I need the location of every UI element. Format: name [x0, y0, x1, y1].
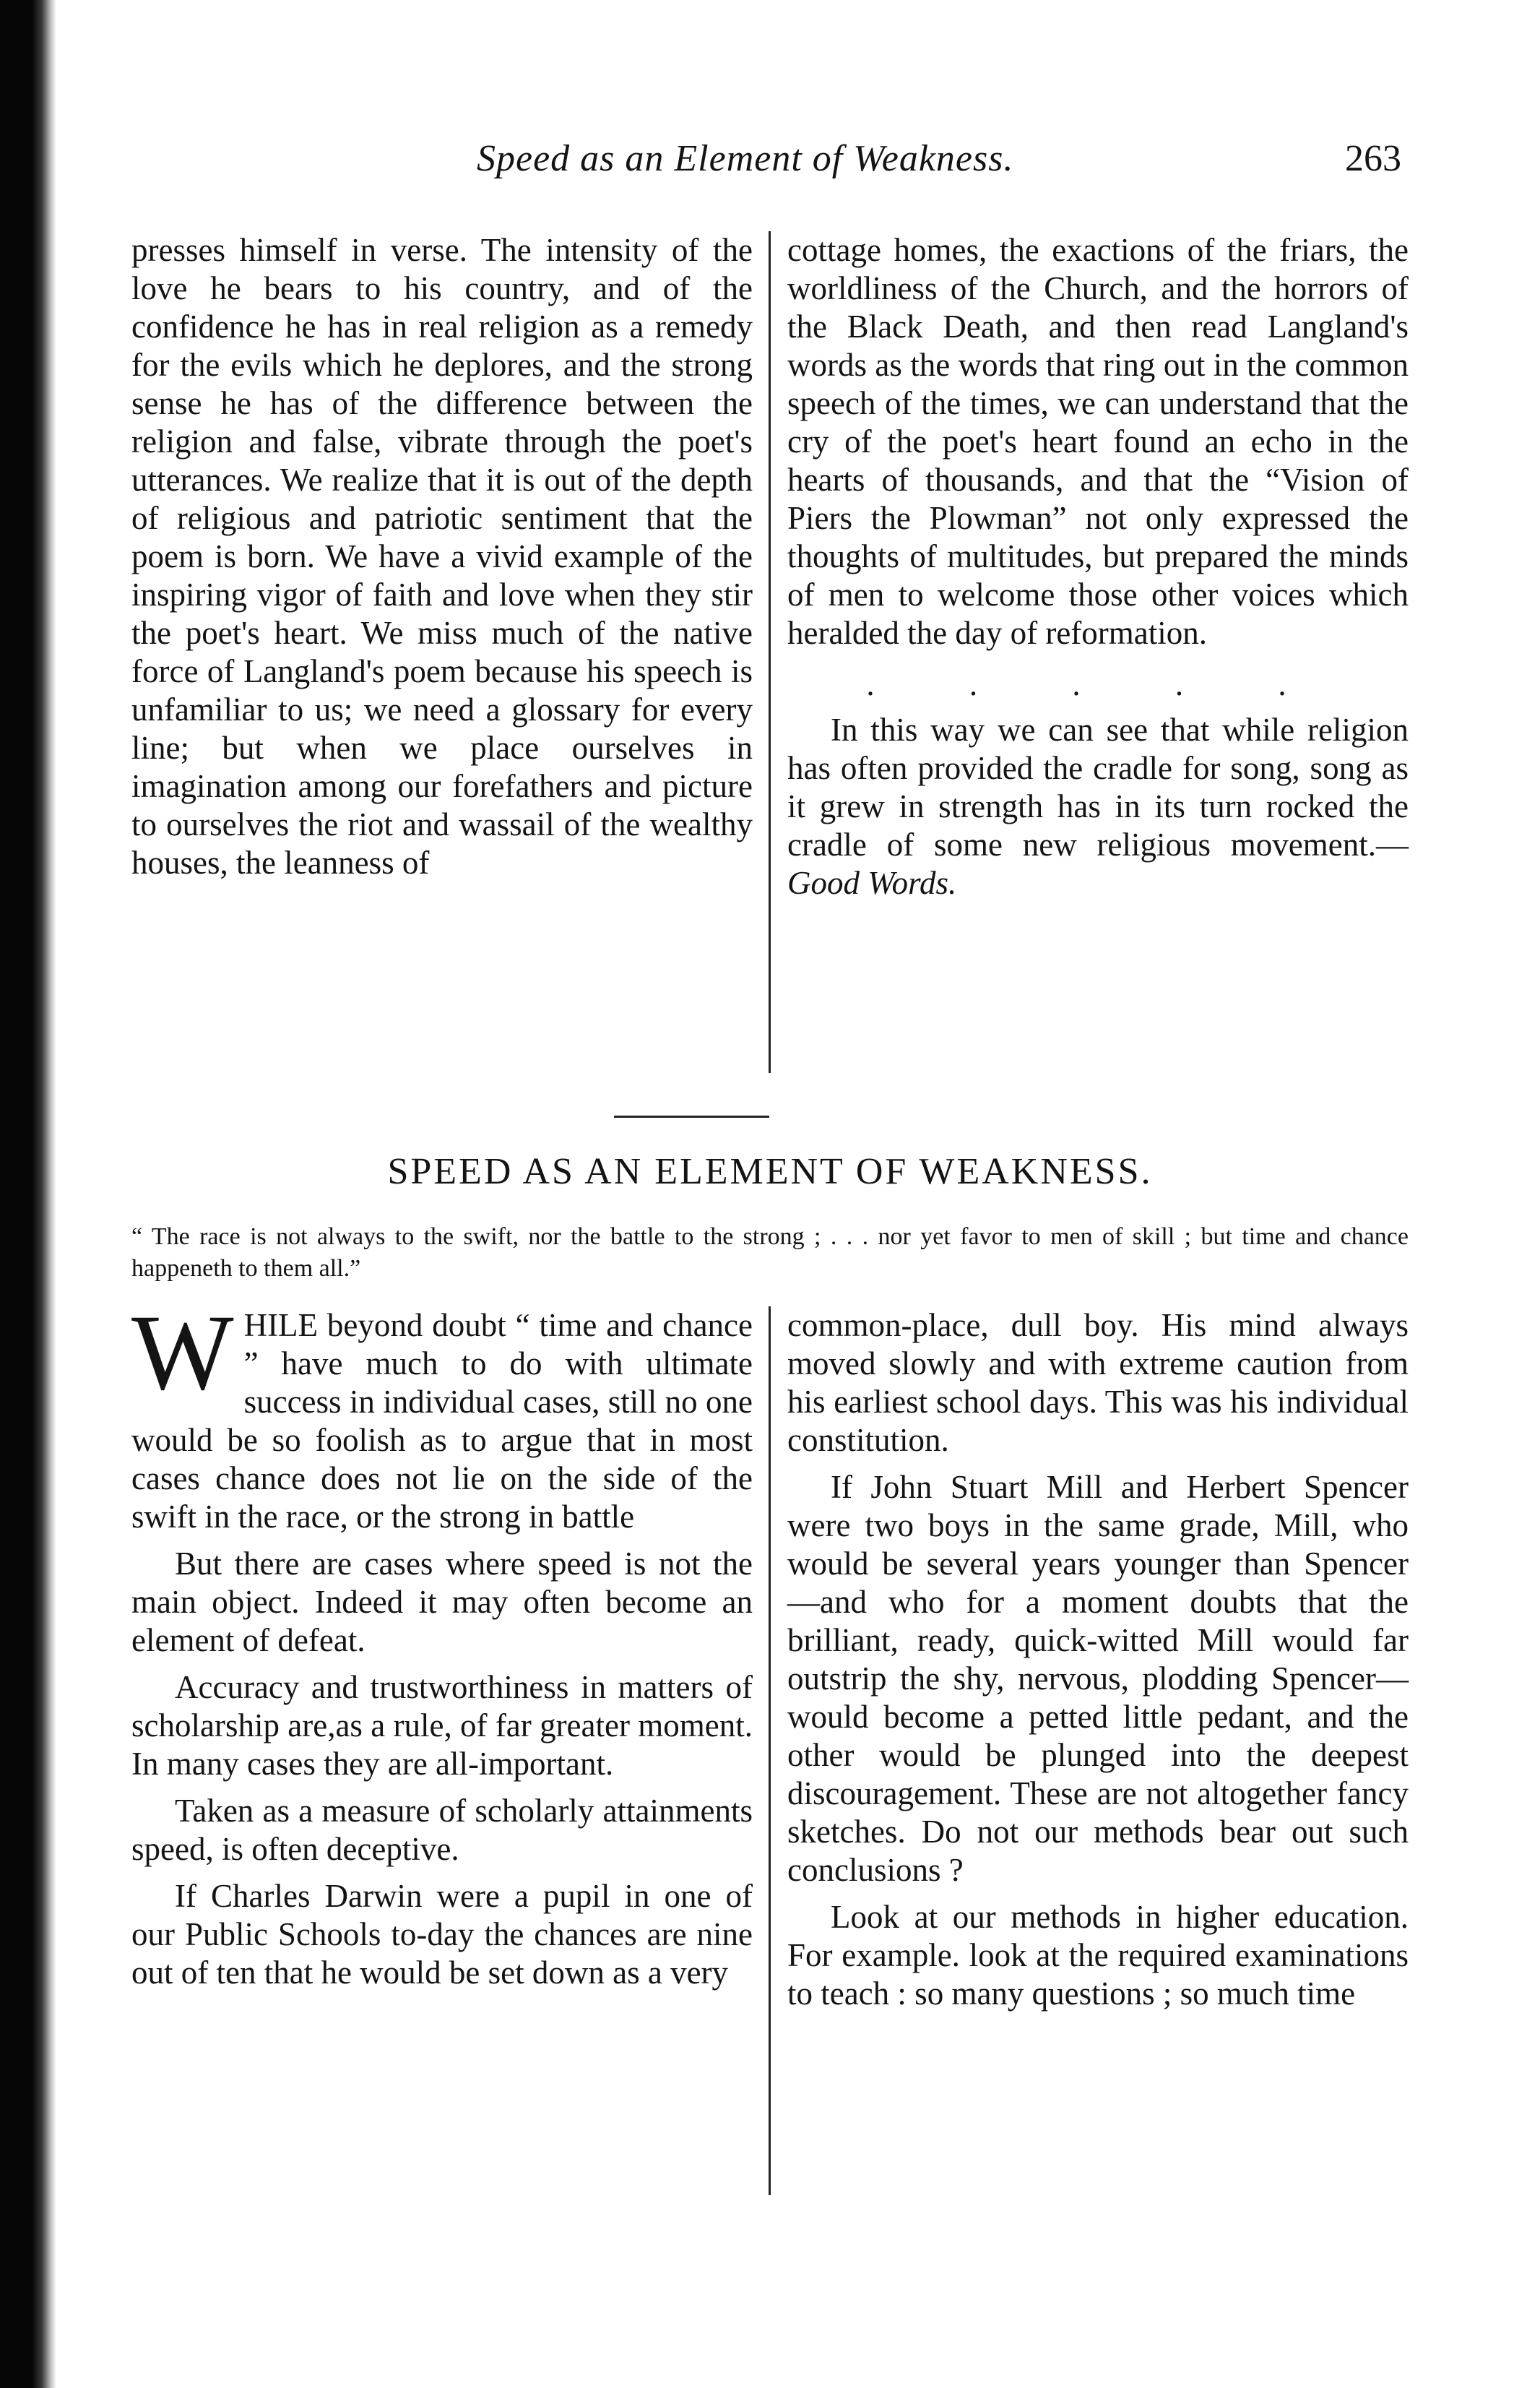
article-paragraph: Accuracy and trustworthiness in matters of scholarship are,as a rule, of far greater moment. In many cases they are all-important. — [131, 1669, 753, 1782]
article-paragraph: If Charles Darwin were a pupil in one of our Public Schools to-day the chances are nine out of ten that he would be set down as a very — [131, 1878, 753, 1991]
running-head — [130, 137, 1401, 188]
article-left-column — [131, 1293, 753, 1992]
top-left-column — [131, 231, 753, 882]
epigraph: “ The race is not always to the swift, nor the battle to the strong ; . . . nor yet favor to men of skill ; but time and chance happeneth to them all.” — [131, 1223, 1409, 1282]
article-paragraph: If John Stuart Mill and Herbert Spencer were two boys in the same grade, Mill, who would be several years younger than Spencer —and who for a moment doubts that the brilliant, ready, quick-witted Mill would far outstrip the shy, nervous, plodding Spencer—would become a petted little pedant, and the other would be plunged into the deepest discouragement. These are not altogether fancy sketches. Do not our methods bear out such conclusions ? — [787, 1469, 1409, 1888]
drop-cap: W — [131, 1293, 234, 1413]
article-paragraph: But there are cases where speed is not the main object. Indeed it may often become an element of defeat. — [131, 1546, 753, 1658]
running-title: Speed as an Element of Weakness. — [477, 138, 1014, 179]
closing-paragraph — [787, 711, 1409, 902]
ellipsis-separator: . . . . . — [866, 666, 1330, 702]
article-paragraph — [131, 1293, 753, 1536]
column-divider-top — [769, 231, 771, 1073]
source-credit: Good Words. — [787, 865, 957, 901]
article-title: SPEED AS AN ELEMENT OF WEAKNESS. — [387, 1151, 1153, 1192]
section-divider — [614, 1116, 769, 1118]
continued-paragraph-right: cottage homes, the exactions of the friars, the worldliness of the Church, and the horrors of the Black Death, and then read Langland's words as the words that ring out in the common speech of the times, we can understand that the cry of the poet's heart found an echo in the hearts of thousands, and that the “Vision of Piers the Plowman” not only expressed the thoughts of multitudes, but prepared the minds of men to welcome those other voices which heralded the day of reformation. — [787, 232, 1409, 651]
column-divider-bottom — [769, 1306, 771, 2195]
book-spine-shadow — [0, 0, 56, 2388]
article-paragraph: common-place, dull boy. His mind always moved slowly and with extreme caution from his earliest school days. This was his individual constitution. — [787, 1307, 1409, 1458]
article-paragraph: Taken as a measure of scholarly attainments speed, is often deceptive. — [131, 1793, 753, 1867]
top-right-column — [787, 231, 1409, 902]
page-number: 263 — [1345, 138, 1401, 179]
article-right-column — [787, 1306, 1409, 2013]
article-paragraph-text: HILE beyond doubt “ time and chance ” have much to do with ultimate success in individual cases, still no one would be so foolish as to argue that in most cases chance does not lie on the side of the swift in the race, or the strong in battle — [131, 1307, 753, 1535]
continued-paragraph-left: presses himself in verse. The intensity of the love he bears to his country, and of the confidence he has in real religion as a remedy for the evils which he deplores, and the strong sense he has of the difference between the religion and false, vibrate through the poet's utterances. We realize that it is out of the depth of religious and patriotic sentiment that the poem is born. We have a vivid example of the inspiring vigor of faith and love when they stir the poet's heart. We miss much of the native force of Langland's poem because his speech is unfamiliar to us; we need a glossary for every line; but when we place ourselves in imagination among our forefathers and picture to ourselves the riot and wassail of the wealthy houses, the leanness of — [131, 232, 753, 881]
closing-paragraph-text: In this way we can see that while religion has often provided the cradle for song, song as it grew in strength has in its turn rocked the cradle of some new religious movement.— — [787, 712, 1409, 863]
article-paragraph: Look at our methods in higher education. For example. look at the required examinations to teach : so many questions ; so much time — [787, 1899, 1409, 2012]
